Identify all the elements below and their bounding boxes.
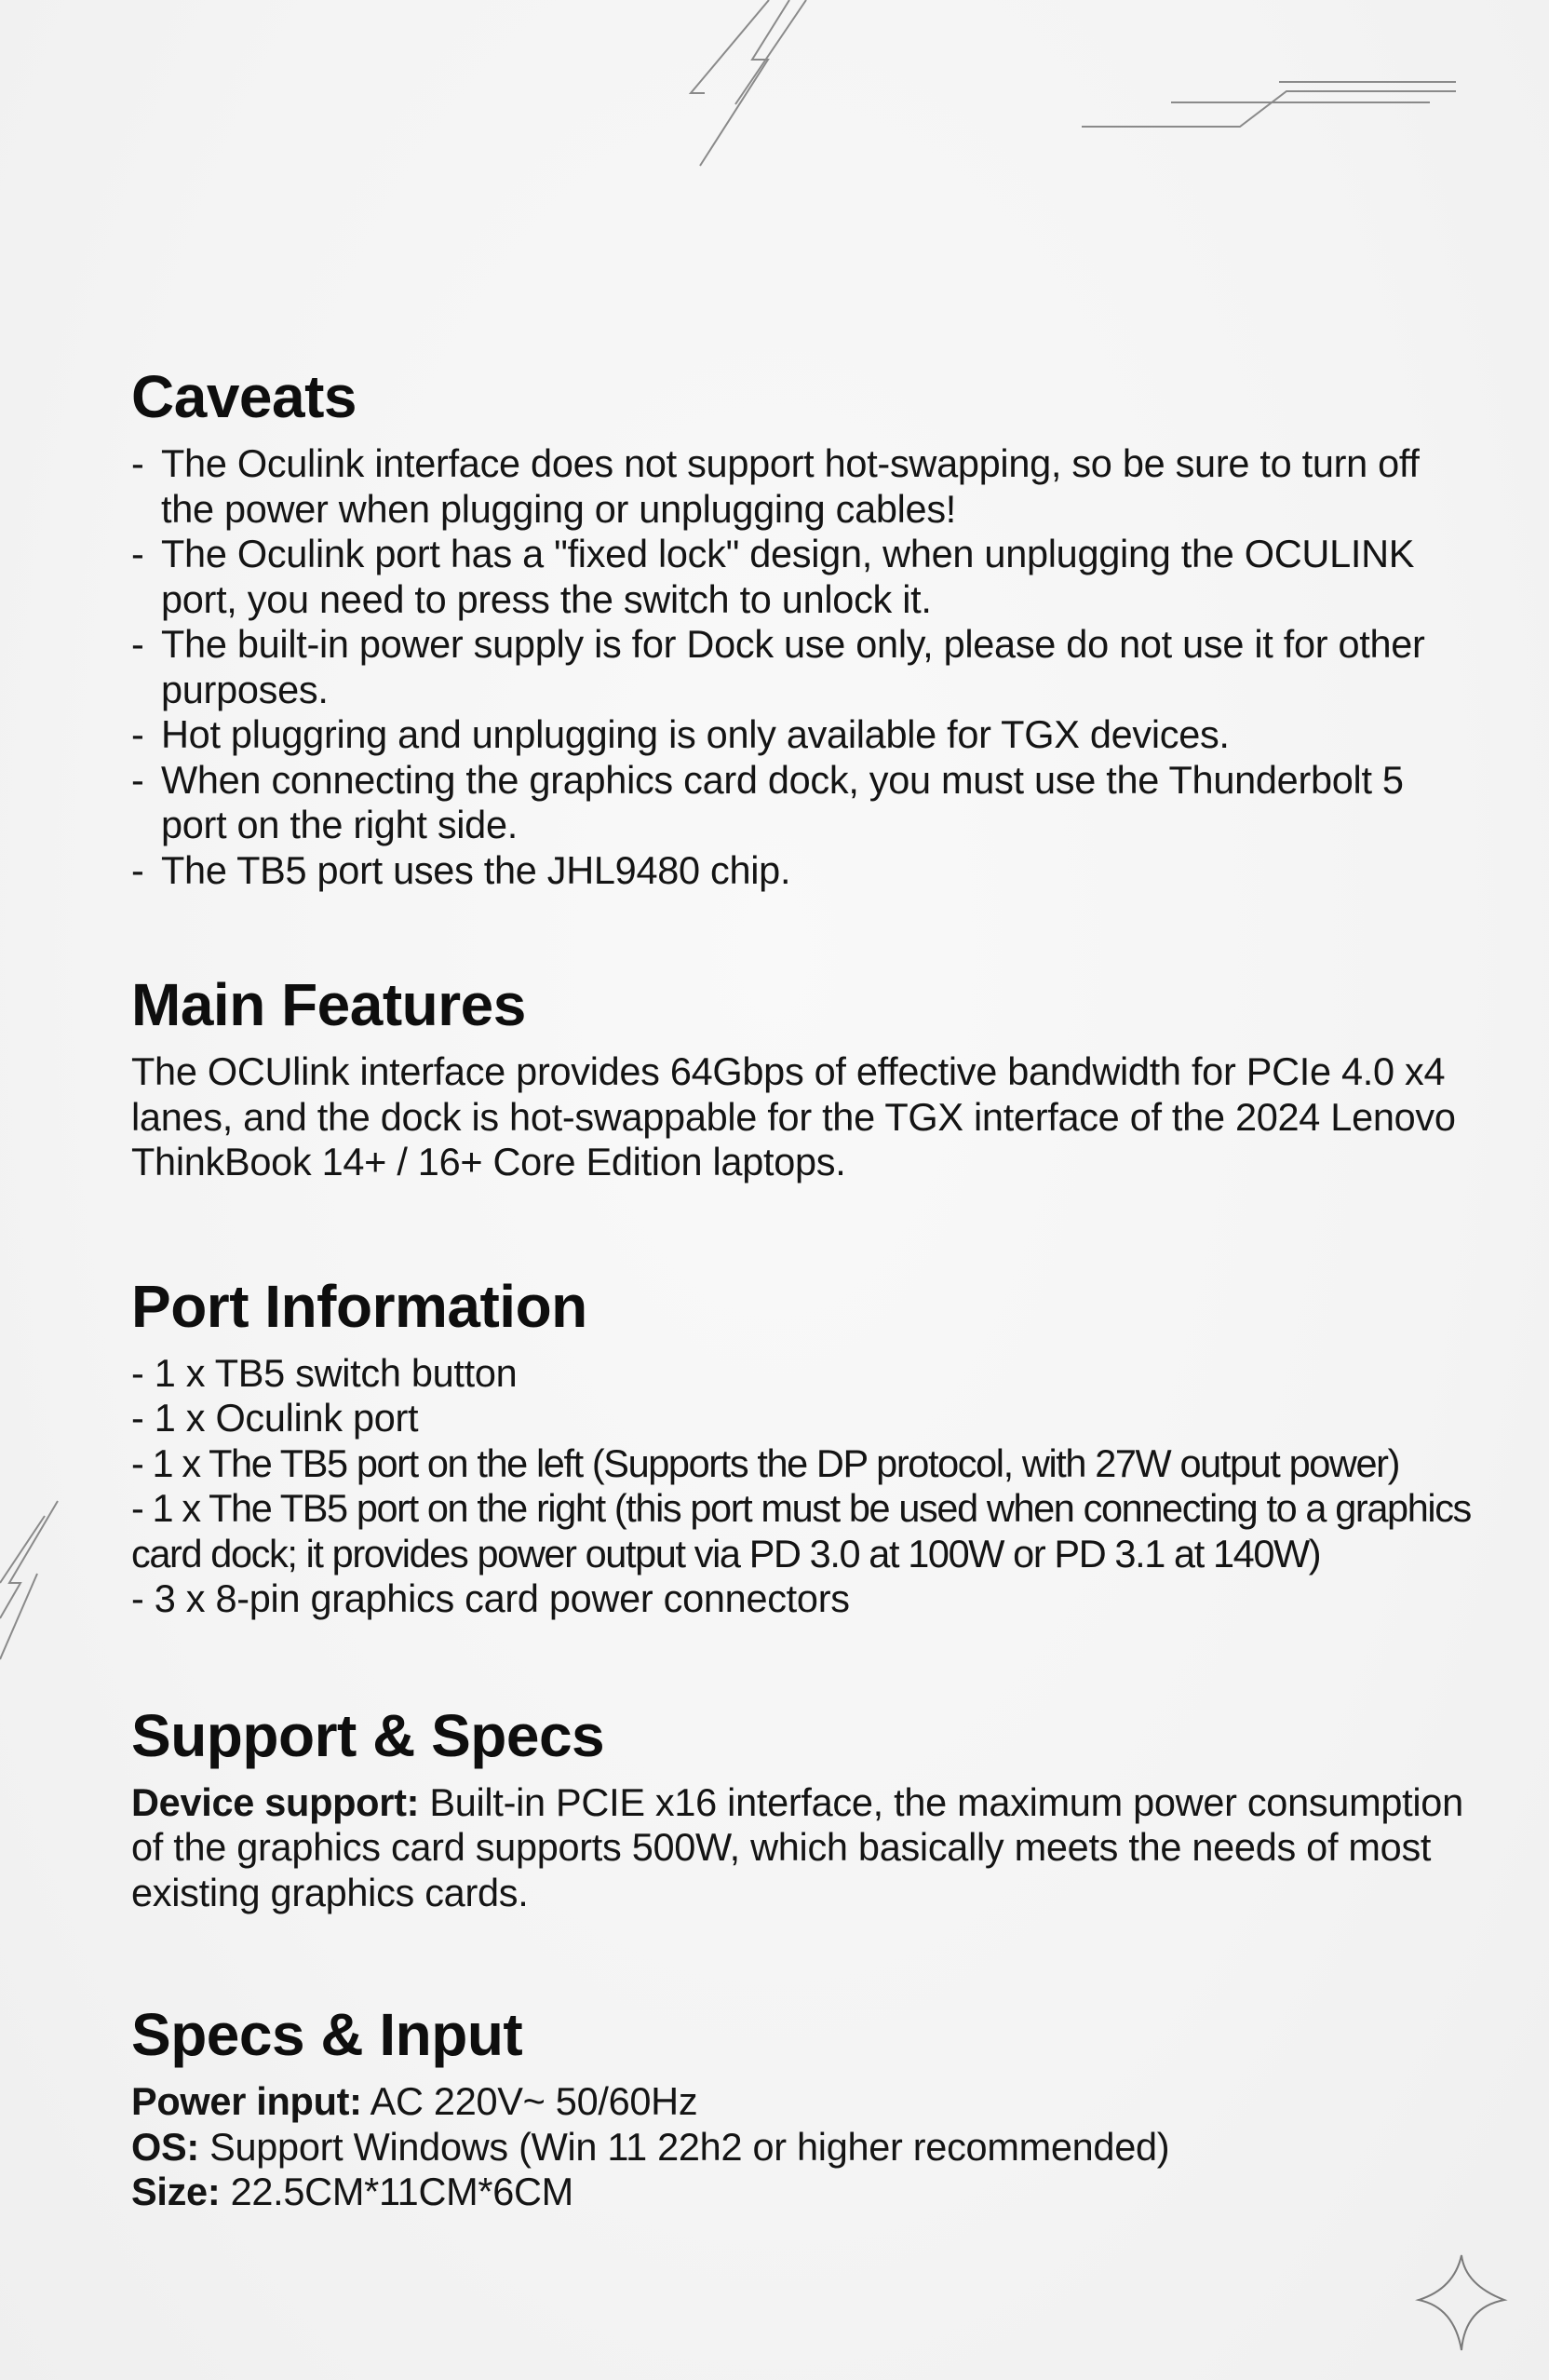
caveats-heading: Caveats — [131, 363, 357, 430]
os-value: Support Windows (Win 11 22h2 or higher recommended) — [198, 2124, 1170, 2169]
port-information-section — [131, 1262, 1472, 1622]
specs-input-section — [131, 1990, 1472, 2215]
list-item: - The Oculink port has a "fixed lock" design, when unplugging the OCULINK port, you need to press the switch to unlock it. — [131, 532, 1472, 622]
size-value: 22.5CM*11CM*6CM — [220, 2170, 573, 2213]
power-input-value: AC 220V~ 50/60Hz — [361, 2079, 698, 2123]
list-item: - The Oculink interface does not support hot-swapping, so be sure to turn off the power when plugging or unplugging cables! — [131, 441, 1472, 532]
device-support-value: Built-in PCIE x16 interface, the maximum power consumption of the graphics card supports 500W, which basically meets the needs of most existing graphics cards. — [131, 1779, 1463, 1914]
content-column — [131, 352, 1472, 2215]
list-item: - 1 x The TB5 port on the right (this port must be used when connecting to a graphics card dock; it provides power output via PD 3.0 at 100W or PD 3.1 at 140W) — [131, 1486, 1471, 1575]
power-input-row — [131, 2079, 1472, 2125]
port-list — [131, 1351, 1472, 1622]
list-item: - The TB5 port uses the JHL9480 chip. — [131, 848, 1472, 894]
main-features-text: The OCUlink interface provides 64Gbps of effective bandwidth for PCIe 4.0 x4 lanes, and the dock is hot-swappable for the TGX interface of the 2024 Lenovo ThinkBook 14+ / 16+ Core Edition laptops. — [131, 1049, 1456, 1183]
caveats-section — [131, 352, 1472, 893]
diagonal-lines-left-icon — [0, 1501, 58, 1659]
horizontal-lines-top-right-icon — [1082, 82, 1456, 127]
specs-input-heading: Specs & Input — [131, 2001, 523, 2068]
main-features-section — [131, 960, 1472, 1185]
list-item: - 1 x TB5 switch button — [131, 1350, 518, 1395]
list-item: - The built-in power supply is for Dock use only, please do not use it for other purposes. — [131, 622, 1472, 712]
support-specs-section — [131, 1691, 1472, 1916]
list-item: - 1 x The TB5 port on the left (Supports the DP protocol, with 27W output power) — [131, 1440, 1400, 1485]
size-row — [131, 2170, 1472, 2215]
port-information-heading: Port Information — [131, 1272, 587, 1340]
device-support-label: Device support: — [131, 1779, 420, 1824]
caveats-list — [131, 441, 1472, 893]
diagonal-lines-top-icon — [691, 0, 806, 166]
list-item: - 3 x 8-pin graphics card power connectors — [131, 1576, 850, 1620]
list-item: - 1 x Oculink port — [131, 1396, 419, 1440]
device-support-paragraph — [131, 1780, 1472, 1916]
support-specs-heading: Support & Specs — [131, 1701, 605, 1769]
list-item: - Hot pluggring and unplugging is only available for TGX devices. — [131, 712, 1472, 758]
size-label: Size: — [131, 2170, 221, 2213]
os-row — [131, 2125, 1472, 2170]
power-input-label: Power input: — [131, 2079, 362, 2123]
main-features-heading: Main Features — [131, 971, 526, 1038]
os-label: OS: — [131, 2124, 199, 2169]
list-item: - When connecting the graphics card dock, you must use the Thunderbolt 5 port on the right side. — [131, 758, 1472, 848]
sparkle-icon — [1419, 2255, 1504, 2350]
